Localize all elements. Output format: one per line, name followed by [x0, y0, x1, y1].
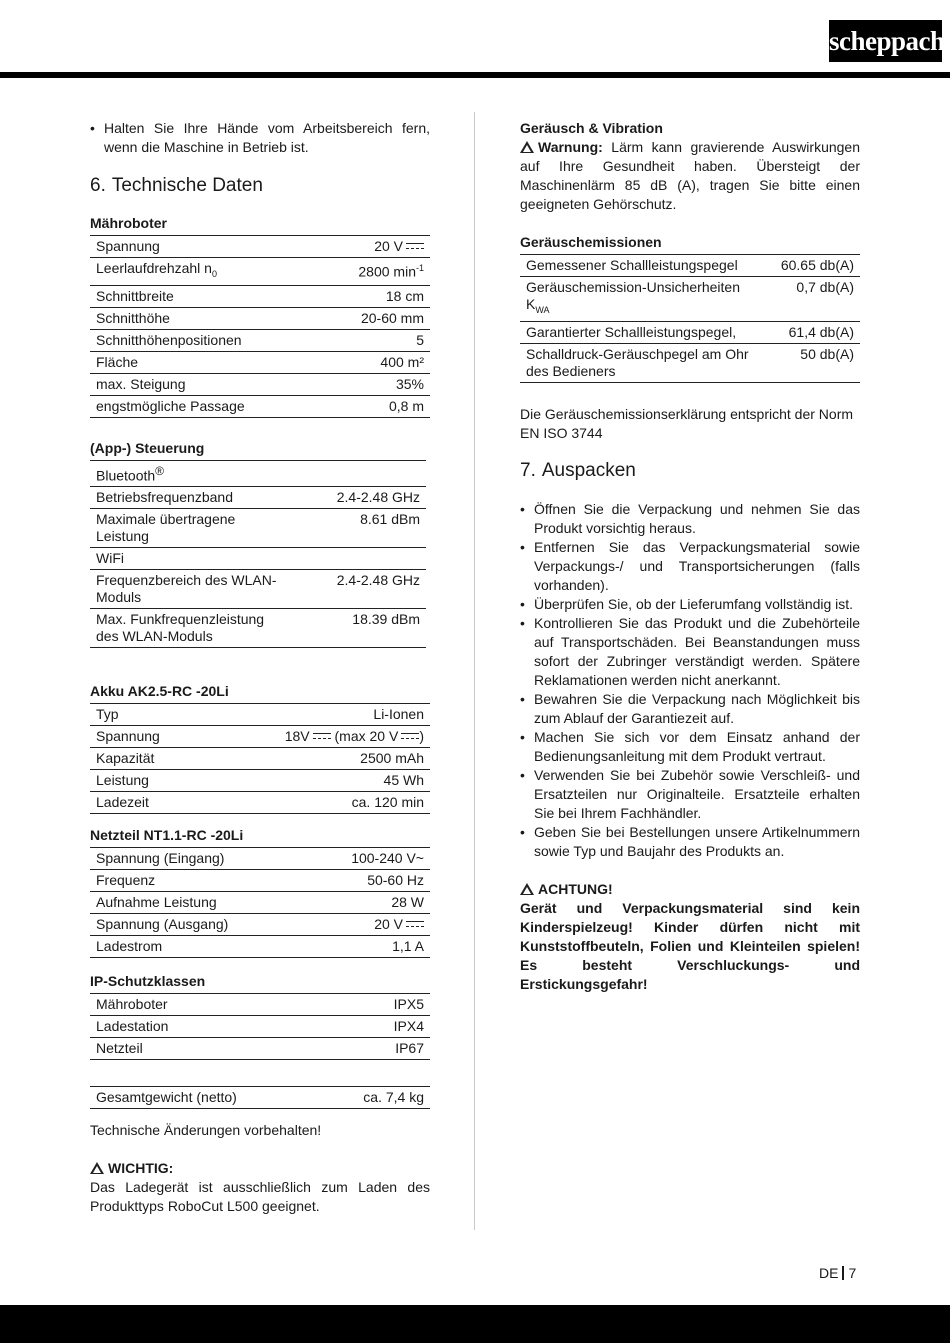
- section-heading-technische-daten: 6. Technische Daten: [90, 175, 263, 196]
- cell-label: Ladestrom: [90, 936, 304, 958]
- cell-label: Leerlaufdrehzahl $n_0$: [90, 258, 319, 286]
- brand-logo: scheppach: [829, 20, 942, 62]
- cell-value: [290, 460, 426, 487]
- right-column: [520, 119, 860, 994]
- cell-label: Schalldruck-Geräuschpegel am Ohr des Bedieners: [520, 343, 770, 382]
- list-item: • Überprüfen Sie, ob der Lieferumfang vollständig ist.: [520, 595, 860, 614]
- cell-value: 50 db(A): [770, 343, 860, 382]
- dc-symbol-icon: [406, 921, 424, 927]
- table-row: [90, 704, 430, 726]
- geraeusch-heading: Geräusch & Vibration: [520, 120, 663, 136]
- intro-list: [90, 119, 430, 157]
- list-item: • Machen Sie sich vor dem Einsatz anhand der Bedienungsanleitung mit dem Produkt vertraut.: [520, 728, 860, 766]
- cell-label: Ladezeit: [90, 792, 204, 814]
- cell-label: Bluetooth®: [90, 460, 290, 487]
- warning-triangle-icon: [90, 1162, 104, 1174]
- cell-value: IPX5: [316, 994, 430, 1016]
- table-netzteil: [90, 847, 430, 958]
- cell-value: 5: [319, 329, 430, 351]
- table-app-steuerung: [90, 460, 426, 649]
- section-heading-auspacken: 7. Auspacken: [520, 459, 636, 481]
- table-row: [90, 329, 430, 351]
- table-maehroboter: [90, 235, 430, 418]
- table-row: [90, 1087, 430, 1109]
- table-title-emissionen: Geräuschemissionen: [520, 234, 662, 250]
- cell-value: ca. 7,4 kg: [320, 1087, 430, 1109]
- cell-label: Frequenz: [90, 870, 304, 892]
- list-item: • Geben Sie bei Bestellungen unsere Artikelnummern sowie Typ und Baujahr des Produkts an.: [520, 823, 860, 861]
- left-column: [90, 119, 430, 1216]
- cell-label: Schnittbreite: [90, 285, 319, 307]
- table-row: [90, 258, 430, 286]
- technical-changes-note: Technische Änderungen vorbehalten!: [90, 1122, 322, 1139]
- table-title-maehroboter: Mähroboter: [90, 215, 167, 231]
- cell-value: 18.39 dBm: [290, 609, 426, 648]
- cell-label: Schnitthöhe: [90, 307, 319, 329]
- table-title-app: (App-) Steuerung: [90, 439, 205, 456]
- table-row: [520, 277, 860, 322]
- dc-symbol-icon: [313, 733, 331, 739]
- geraeusch-warning: Warnung: Lärm kann gravierende Auswirkungen auf Ihre Gesundheit haben. Übersteigt der Maschinenlärm 85 dB (A), tragen Sie bitte einen geeigneten Gehörschutz.: [520, 139, 861, 212]
- cell-value: 2500 mAh: [204, 748, 430, 770]
- table-row: [90, 726, 430, 748]
- cell-value: 60.65 db(A): [770, 255, 860, 277]
- table-row: [90, 848, 430, 870]
- table-row: [90, 509, 426, 548]
- table-row: [90, 548, 426, 570]
- table-row: [90, 460, 426, 487]
- cell-value: 50-60 Hz: [304, 870, 430, 892]
- cell-value: 8.61 dBm: [290, 509, 426, 548]
- cell-value: 100-240 V~: [304, 848, 430, 870]
- cell-label: Netzteil: [90, 1038, 316, 1060]
- column-divider: [474, 112, 475, 1230]
- cell-value: 2800 $\min^{-1}$: [319, 258, 430, 286]
- table-row: [90, 914, 430, 936]
- cell-label: Gemessener Schallleistungspegel: [520, 255, 770, 277]
- table-row: [90, 609, 426, 648]
- table-row: [90, 994, 430, 1016]
- table-row: [90, 770, 430, 792]
- table-row: [90, 570, 426, 609]
- cell-label: Frequenzbereich des WLAN-Moduls: [90, 570, 290, 609]
- cell-value: 1,1 A: [304, 936, 430, 958]
- table-row: [90, 748, 430, 770]
- list-item: • Halten Sie Ihre Hände vom Arbeitsbereich fern, wenn die Maschine in Betrieb ist.: [90, 119, 430, 157]
- table-ip-schutzklassen: [90, 993, 430, 1060]
- list-item: • Entfernen Sie das Verpackungsmaterial sowie Verpackungs-/ und Transportsicherungen (falls vorhanden).: [520, 538, 860, 595]
- table-row: [90, 395, 430, 417]
- cell-label: Schnitthöhenpositionen: [90, 329, 319, 351]
- cell-label: Mähroboter: [90, 994, 316, 1016]
- table-title-akku: Akku AK2.5-RC -20Li: [90, 683, 229, 700]
- cell-label: Typ: [90, 704, 204, 726]
- wichtig-heading: WICHTIG:: [90, 1159, 430, 1178]
- table-row: [90, 1038, 430, 1060]
- page-number: DE 7: [819, 1265, 857, 1281]
- table-gesamtgewicht: [90, 1086, 430, 1109]
- cell-label: Leistung: [90, 770, 204, 792]
- cell-label: Maximale übertragene Leistung: [90, 509, 290, 548]
- wichtig-text: Das Ladegerät ist ausschließlich zum Laden des Produkttyps RoboCut L500 geeignet.: [90, 1179, 430, 1215]
- cell-value: 20-60 mm: [319, 307, 430, 329]
- list-item: • Verwenden Sie bei Zubehör sowie Verschleiß- und Ersatzteilen nur Originalteile. Ersatzteile erhalten Sie bei Ihrem Fachhändler.: [520, 766, 860, 823]
- cell-value: ca. 120 min: [204, 792, 430, 814]
- cell-value: [290, 548, 426, 570]
- table-row: [520, 343, 860, 382]
- list-item: • Öffnen Sie die Verpackung und nehmen Sie das Produkt vorsichtig heraus.: [520, 500, 860, 538]
- achtung-heading: ACHTUNG!: [520, 880, 860, 899]
- cell-value: IPX4: [316, 1016, 430, 1038]
- achtung-text: Gerät und Verpackungsmaterial sind kein Kinderspielzeug! Kinder dürfen nicht mit Kunststoffbeuteln, Folien und Kleinteilen spielen! Es besteht Verschluckungs- und Erstickungsgefahr!: [520, 899, 860, 992]
- footer-bar: [0, 1305, 950, 1343]
- table-row: [90, 373, 430, 395]
- cell-value: 0,7 db(A): [770, 277, 860, 322]
- cell-value: 20 V: [319, 236, 430, 258]
- warning-triangle-icon: [520, 883, 534, 895]
- table-geraeuschemissionen: [520, 254, 860, 383]
- cell-value: 2.4-2.48 GHz: [290, 487, 426, 509]
- cell-label: Betriebsfrequenzband: [90, 487, 290, 509]
- cell-label: Kapazität: [90, 748, 204, 770]
- table-row: [90, 936, 430, 958]
- header-rule: [0, 72, 950, 78]
- norm-statement: Die Geräuschemissionserklärung entspricht der Norm EN ISO 3744: [520, 405, 854, 441]
- list-item: • Kontrollieren Sie das Produkt und die Zubehörteile auf Transportschäden. Bei Beanstandungen muss sofort der Zubringer verständigt werden. Spätere Reklamationen werden nicht anerkannt.: [520, 614, 860, 690]
- cell-label: Fläche: [90, 351, 319, 373]
- cell-value: 35%: [319, 373, 430, 395]
- table-title-netzteil: Netzteil NT1.1-RC -20Li: [90, 827, 244, 844]
- cell-value: 18 cm: [319, 285, 430, 307]
- cell-value: Li-Ionen: [204, 704, 430, 726]
- cell-label: Ladestation: [90, 1016, 316, 1038]
- table-row: [90, 307, 430, 329]
- cell-value: 45 Wh: [204, 770, 430, 792]
- cell-value: 61,4 db(A): [770, 321, 860, 343]
- cell-label: engstmögliche Passage: [90, 395, 319, 417]
- cell-label: Spannung (Ausgang): [90, 914, 304, 936]
- warning-triangle-icon: [520, 141, 534, 153]
- cell-label: Gesamtgewicht (netto): [90, 1087, 320, 1109]
- table-row: [90, 487, 426, 509]
- table-title-ip: IP-Schutzklassen: [90, 973, 206, 990]
- cell-value: 28 W: [304, 892, 430, 914]
- cell-label: Spannung: [90, 726, 204, 748]
- table-row: [520, 321, 860, 343]
- table-row: [90, 1016, 430, 1038]
- list-item: • Bewahren Sie die Verpackung nach Möglichkeit bis zum Ablauf der Garantiezeit auf.: [520, 690, 860, 728]
- dc-symbol-icon: [406, 243, 424, 249]
- cell-label: WiFi: [90, 548, 290, 570]
- cell-value: 18V (max 20 V ): [204, 726, 430, 748]
- cell-label: Spannung: [90, 236, 319, 258]
- cell-label: Geräuschemission-Unsicherheiten $K_{WA}$: [520, 277, 770, 322]
- dc-symbol-icon: [401, 733, 419, 739]
- cell-value: 2.4-2.48 GHz: [290, 570, 426, 609]
- table-row: [90, 236, 430, 258]
- cell-value: 400 m²: [319, 351, 430, 373]
- table-row: [90, 285, 430, 307]
- auspacken-list: [520, 500, 860, 861]
- cell-label: Garantierter Schallleistungspegel,: [520, 321, 770, 343]
- table-row: [520, 255, 860, 277]
- table-row: [90, 351, 430, 373]
- cell-label: max. Steigung: [90, 373, 319, 395]
- cell-label: Aufnahme Leistung: [90, 892, 304, 914]
- cell-label: Spannung (Eingang): [90, 848, 304, 870]
- table-row: [90, 870, 430, 892]
- cell-label: Max. Funkfrequenzleistung des WLAN-Moduls: [90, 609, 290, 648]
- cell-value: 20 V: [304, 914, 430, 936]
- table-row: [90, 792, 430, 814]
- table-row: [90, 892, 430, 914]
- cell-value: 0,8 m: [319, 395, 430, 417]
- cell-value: IP67: [316, 1038, 430, 1060]
- table-akku: [90, 703, 430, 814]
